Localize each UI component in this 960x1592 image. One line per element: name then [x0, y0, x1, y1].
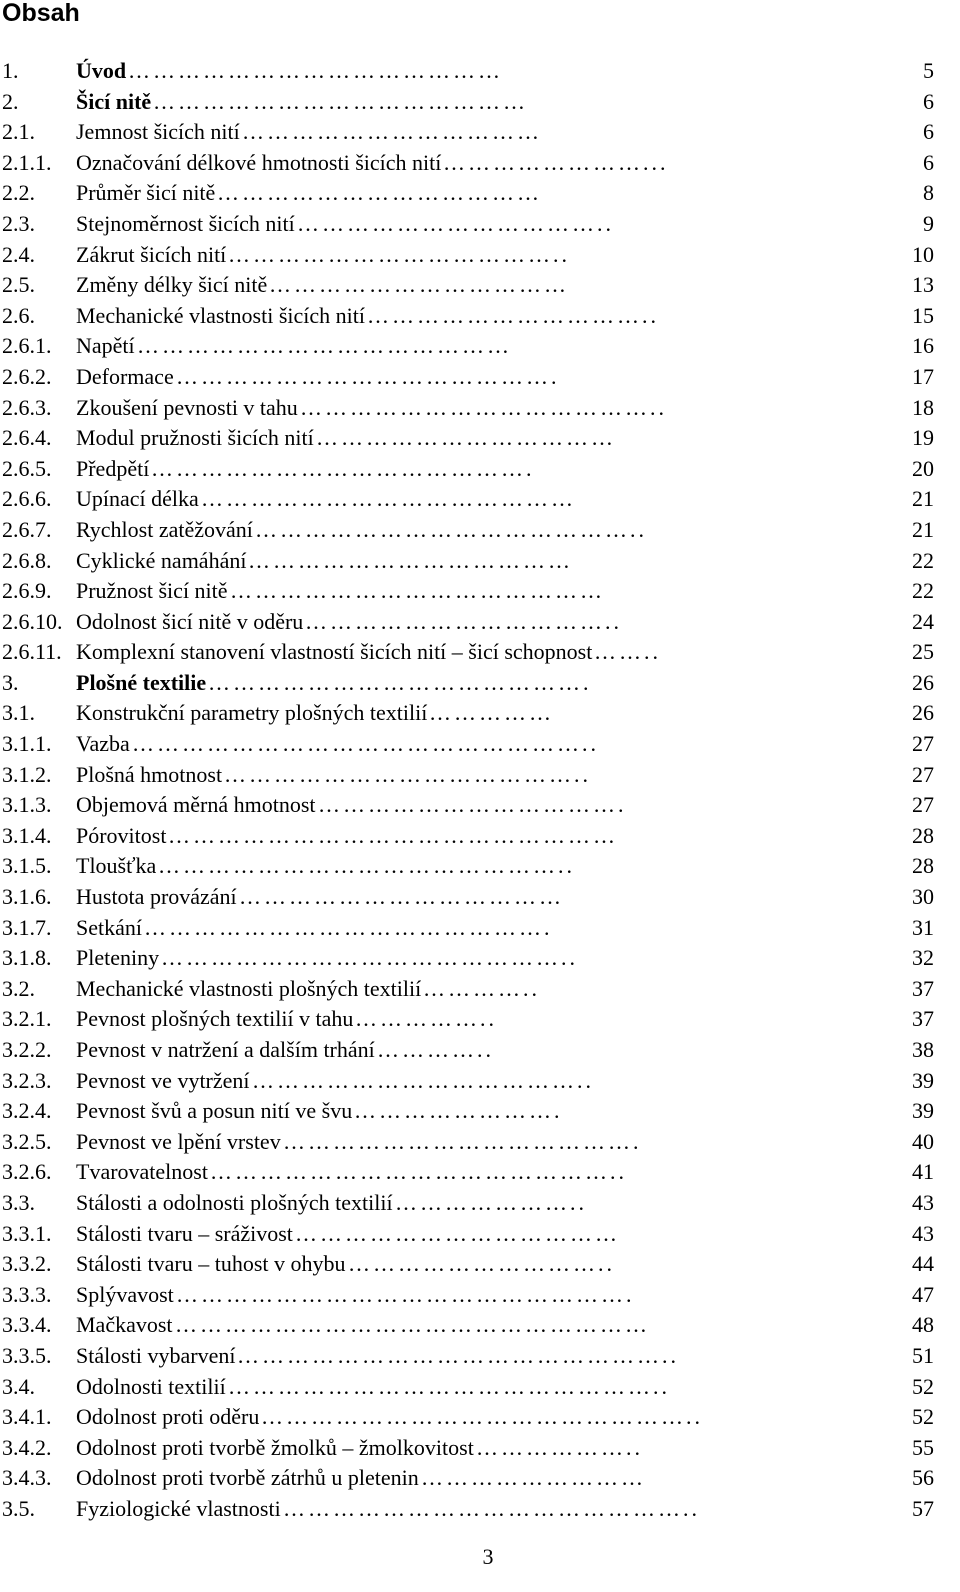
toc-entry-title: Cyklické namáhání: [76, 547, 247, 573]
toc-entry[interactable]: [0, 1433, 960, 1464]
toc-entry-page: 9: [923, 210, 934, 236]
toc-entry-number: 3.1.7.: [2, 914, 52, 940]
toc-entry[interactable]: [0, 1280, 960, 1311]
toc-entry[interactable]: [0, 698, 960, 729]
toc-entry-page: 20: [912, 455, 934, 481]
toc-entry[interactable]: [0, 87, 960, 118]
toc-entry-number: 2.6.9.: [2, 578, 52, 604]
toc-entry[interactable]: [0, 362, 960, 393]
toc-entry-title: Úvod: [76, 58, 127, 83]
toc-entry-number: 3.3.: [2, 1189, 35, 1215]
toc-entry-title: Splývavost: [76, 1281, 174, 1307]
toc-entry-number: 3.1.1.: [2, 731, 52, 757]
toc-entry[interactable]: [0, 1372, 960, 1403]
toc-entry-page: 17: [912, 363, 934, 389]
toc-dot-leader: ………………………………………….: [144, 914, 553, 940]
toc-dot-leader: ………………………: [421, 1465, 646, 1491]
toc-entry-page: 15: [912, 302, 934, 328]
toc-entry-title: Plošné textilie: [76, 669, 207, 695]
toc-entry-title: Deformace: [76, 363, 174, 389]
toc-entry-title: Pleteniny: [76, 945, 160, 971]
toc-dot-leader: ………………………………………: [137, 333, 512, 359]
toc-dot-leader: …………………………………………………: [175, 1312, 650, 1338]
toc-entry-title: Objemová měrná hmotnost: [76, 792, 316, 818]
toc-entry-title: Pórovitost: [76, 822, 167, 848]
toc-entry-number: 3.4.1.: [2, 1404, 52, 1430]
toc-entry-page: 31: [912, 914, 934, 940]
toc-entry-number: 3.: [2, 669, 19, 695]
toc-dot-leader: ……………………………………………….: [176, 1281, 635, 1307]
toc-dot-leader: ……………………………………….: [208, 669, 592, 695]
toc-dot-leader: …………………………………………..: [158, 853, 575, 879]
toc-entry-page: 6: [923, 149, 934, 175]
toc-entry-page: 21: [912, 516, 934, 542]
toc-entry[interactable]: [0, 331, 960, 362]
toc-entry[interactable]: [0, 393, 960, 424]
toc-entry-number: 3.2.6.: [2, 1159, 52, 1185]
toc-entry-number: 3.2.1.: [2, 1006, 52, 1032]
toc-entry[interactable]: [0, 546, 960, 577]
toc-entry-page: 30: [912, 884, 934, 910]
toc-entry-title: Vazba: [76, 731, 130, 757]
toc-entry-title: Modul pružnosti šicích nití: [76, 425, 314, 451]
toc-dot-leader: …………………………………: [248, 547, 573, 573]
toc-entry[interactable]: [0, 668, 960, 699]
toc-entry[interactable]: [0, 790, 960, 821]
toc-dot-leader: ………………………………………: [201, 486, 576, 512]
toc-dot-leader: ……………: [429, 700, 554, 726]
toc-entry-title: Napětí: [76, 333, 135, 359]
toc-entry-number: 2.6.6.: [2, 486, 52, 512]
toc-entry-page: 13: [912, 272, 934, 298]
toc-entry-number: 2.6.1.: [2, 333, 52, 359]
toc-entry-page: 27: [912, 731, 934, 757]
toc-entry[interactable]: [0, 178, 960, 209]
toc-entry-title: Zkoušení pevnosti v tahu: [76, 394, 298, 420]
toc-entry-number: 3.2.3.: [2, 1067, 52, 1093]
toc-entry-page: 55: [912, 1434, 934, 1460]
toc-entry-title: Mechanické vlastnosti plošných textilií: [76, 975, 422, 1001]
toc-entry-page: 39: [912, 1067, 934, 1093]
toc-entry-number: 3.1.: [2, 700, 35, 726]
page-number: 3: [482, 1544, 494, 1569]
toc-dot-leader: ……..: [594, 639, 661, 665]
toc-entry-page: 6: [923, 119, 934, 145]
toc-entry-title: Hustota provázání: [76, 884, 237, 910]
toc-entry-number: 3.1.2.: [2, 761, 52, 787]
toc-entry-number: 3.1.4.: [2, 822, 52, 848]
toc-entry-page: 25: [912, 639, 934, 665]
toc-dot-leader: ……………………...: [443, 149, 669, 175]
toc-entry[interactable]: [0, 729, 960, 760]
toc-entry[interactable]: [0, 117, 960, 148]
toc-entry-page: 48: [912, 1312, 934, 1338]
toc-entry-number: 3.3.2.: [2, 1251, 52, 1277]
toc-entry-title: Odolnost proti tvorbě žmolků – žmolkovitost: [76, 1434, 474, 1460]
toc-entry-title: Mačkavost: [76, 1312, 173, 1338]
toc-entry-page: 18: [912, 394, 934, 420]
toc-dot-leader: ……………………………….: [318, 792, 627, 818]
toc-entry-page: 43: [912, 1189, 934, 1215]
toc-entry[interactable]: [0, 821, 960, 852]
toc-entry-page: 16: [912, 333, 934, 359]
toc-dot-leader: …………..: [423, 975, 540, 1001]
toc-dot-leader: …………………………………..: [228, 241, 570, 267]
toc-entry-page: 47: [912, 1281, 934, 1307]
toc-entry-title: Mechanické vlastnosti šicích nití: [76, 302, 365, 328]
toc-dot-leader: …………………………………: [239, 884, 564, 910]
toc-entry[interactable]: [0, 943, 960, 974]
toc-entry-title: Tloušťka: [76, 853, 157, 879]
toc-dot-leader: …………………………………………..: [283, 1495, 700, 1521]
toc-entry-number: 2.6.8.: [2, 547, 52, 573]
toc-entry[interactable]: [0, 484, 960, 515]
toc-dot-leader: ………………………………………………..: [132, 731, 599, 757]
toc-dot-leader: ……………………………………..: [224, 761, 591, 787]
toc-entry-number: 2.6.2.: [2, 363, 52, 389]
toc-entry[interactable]: [0, 56, 960, 87]
toc-entry-title: Stálosti tvaru – sráživost: [76, 1220, 293, 1246]
toc-entry-page: 56: [912, 1465, 934, 1491]
toc-dot-leader: ………………………………………: [128, 58, 503, 83]
toc-entry-title: Pevnost ve vytržení: [76, 1067, 250, 1093]
toc-dot-leader: ………………………………: [316, 425, 616, 451]
toc-entry-number: 2.: [2, 88, 19, 114]
toc-entry[interactable]: [0, 576, 960, 607]
toc-entry[interactable]: [0, 148, 960, 179]
toc-entry[interactable]: [0, 1035, 960, 1066]
toc-dot-leader: …………………………………………..: [210, 1159, 627, 1185]
toc-entry-title: Stálosti tvaru – tuhost v ohybu: [76, 1251, 346, 1277]
toc-entry[interactable]: [0, 209, 960, 240]
toc-entry[interactable]: [0, 1249, 960, 1280]
toc-entry[interactable]: [0, 1219, 960, 1250]
toc-dot-leader: ……………………………………………..: [228, 1373, 670, 1399]
toc-entry-title: Odolnost proti tvorbě zátrhů u pletenin: [76, 1465, 419, 1491]
toc-entry-number: 2.6.3.: [2, 394, 52, 420]
toc-dot-leader: ………………………………………………: [168, 822, 618, 848]
toc-dot-leader: …………………..: [395, 1189, 587, 1215]
toc-entry-number: 2.1.1.: [2, 149, 52, 175]
toc-dot-leader: …………………………..: [348, 1251, 615, 1277]
toc-entry-page: 39: [912, 1098, 934, 1124]
toc-dot-leader: ………………………………………: [230, 578, 605, 604]
toc-entry-title: Setkání: [76, 914, 142, 940]
toc-entry-page: 22: [912, 547, 934, 573]
toc-dot-leader: ……………………………………………..: [237, 1342, 679, 1368]
toc-entry-page: 24: [912, 608, 934, 634]
toc-entry[interactable]: [0, 515, 960, 546]
toc-entry-title: Stálosti a odolnosti plošných textilií: [76, 1189, 393, 1215]
toc-entry-title: Změny délky šicí nitě: [76, 272, 268, 298]
toc-entry-title: Fyziologické vlastnosti: [76, 1495, 281, 1521]
toc-entry-title: Upínací délka: [76, 486, 199, 512]
toc-entry-page: 10: [912, 241, 934, 267]
toc-entry-title: Stálosti vybarvení: [76, 1342, 236, 1368]
toc-entry-number: 2.3.: [2, 210, 35, 236]
toc-entry-page: 51: [912, 1342, 934, 1368]
toc-entry-title: Předpětí: [76, 455, 150, 481]
toc-entry-title: Odolnosti textilií: [76, 1373, 226, 1399]
toc-entry[interactable]: [0, 301, 960, 332]
toc-dot-leader: …………………………………….: [283, 1128, 642, 1154]
toc-entry[interactable]: [0, 454, 960, 485]
toc-entry[interactable]: [0, 1402, 960, 1433]
toc-entry-page: 6: [923, 88, 934, 114]
toc-entry-number: 2.6.11.: [2, 639, 62, 665]
toc-entry-number: 3.2.2.: [2, 1037, 52, 1062]
toc-entry-number: 3.4.3.: [2, 1465, 52, 1491]
toc-dot-leader: ……………………………………..: [300, 394, 667, 420]
toc-entry[interactable]: [0, 1341, 960, 1372]
toc-entry[interactable]: [0, 1494, 960, 1525]
toc-dot-leader: ………………………………: [269, 272, 569, 298]
toc-entry-number: 1.: [2, 58, 19, 83]
toc-entry-page: 28: [912, 822, 934, 848]
toc-entry-title: Odolnost proti oděru: [76, 1404, 260, 1430]
toc-entry[interactable]: [0, 637, 960, 668]
toc-entry-title: Pevnost plošných textilií v tahu: [76, 1006, 354, 1032]
toc-entry[interactable]: [0, 607, 960, 638]
toc-dot-leader: ………………………………………: [153, 88, 528, 114]
toc-entry-number: 2.6.: [2, 302, 35, 328]
toc-entry-number: 3.1.6.: [2, 884, 52, 910]
toc-dot-leader: ……………..: [355, 1006, 497, 1032]
toc-entry-title: Pevnost ve lpění vrstev: [76, 1128, 281, 1154]
toc-entry-page: 44: [912, 1251, 934, 1277]
toc-entry-page: 32: [912, 945, 934, 971]
toc-entry-number: 3.3.1.: [2, 1220, 52, 1246]
toc-entry[interactable]: [0, 851, 960, 882]
toc-entry[interactable]: [0, 1463, 960, 1494]
toc-entry-page: 26: [912, 669, 934, 695]
table-of-contents: [0, 56, 960, 1525]
toc-entry[interactable]: [0, 760, 960, 791]
toc-entry[interactable]: [0, 1096, 960, 1127]
toc-dot-leader: ……………………………..: [367, 302, 659, 328]
toc-dot-leader: …………………………………: [295, 1220, 620, 1246]
toc-dot-leader: ………………………………………..: [255, 516, 647, 542]
toc-dot-leader: ………………………………..: [297, 210, 614, 236]
toc-entry-number: 3.4.2.: [2, 1434, 52, 1460]
toc-entry-title: Odolnost šicí nitě v oděru: [76, 608, 304, 634]
toc-entry-page: 57: [912, 1495, 934, 1521]
toc-entry-page: 19: [912, 425, 934, 451]
toc-entry-number: 2.6.5.: [2, 455, 52, 481]
toc-entry-title: Tvarovatelnost: [76, 1159, 208, 1185]
toc-entry-page: 40: [912, 1128, 934, 1154]
toc-entry-page: 41: [912, 1159, 934, 1185]
toc-entry[interactable]: [0, 1004, 960, 1035]
toc-entry-number: 3.3.4.: [2, 1312, 52, 1338]
toc-dot-leader: …………………………………: [217, 180, 542, 206]
toc-entry[interactable]: [0, 1310, 960, 1341]
toc-dot-leader: …………………………………………..: [161, 945, 578, 971]
toc-entry-page: 37: [912, 975, 934, 1001]
toc-dot-leader: …………..: [377, 1037, 494, 1062]
toc-entry[interactable]: [0, 913, 960, 944]
toc-entry-number: 2.4.: [2, 241, 35, 267]
toc-entry-page: 27: [912, 761, 934, 787]
toc-dot-leader: ………………………………..: [305, 608, 622, 634]
toc-entry-page: 37: [912, 1006, 934, 1032]
toc-entry-page: 38: [912, 1037, 934, 1062]
toc-entry-page: 21: [912, 486, 934, 512]
toc-entry-page: 5: [923, 58, 934, 83]
toc-entry-number: 3.2.5.: [2, 1128, 52, 1154]
toc-entry-number: 3.3.3.: [2, 1281, 52, 1307]
toc-entry[interactable]: [0, 1157, 960, 1188]
toc-entry-page: 8: [923, 180, 934, 206]
toc-entry[interactable]: [0, 270, 960, 301]
toc-dot-leader: ………………..: [476, 1434, 643, 1460]
toc-entry[interactable]: [0, 1127, 960, 1158]
toc-entry-title: Komplexní stanovení vlastností šicích nití – šicí schopnost: [76, 639, 593, 665]
toc-entry-title: Jemnost šicích nití: [76, 119, 240, 145]
toc-entry-number: 2.6.7.: [2, 516, 52, 542]
toc-entry-number: 2.1.: [2, 119, 35, 145]
toc-entry-number: 3.5.: [2, 1495, 35, 1521]
toc-dot-leader: ……………………………………….: [151, 455, 535, 481]
toc-entry-page: 28: [912, 853, 934, 879]
toc-entry-title: Pružnost šicí nitě: [76, 578, 228, 604]
toc-entry-page: 26: [912, 700, 934, 726]
toc-entry[interactable]: [0, 240, 960, 271]
toc-entry-title: Zákrut šicích nití: [76, 241, 227, 267]
toc-dot-leader: …………………….: [354, 1098, 563, 1124]
toc-entry-page: 52: [912, 1404, 934, 1430]
toc-entry-title: Konstrukční parametry plošných textilií: [76, 700, 428, 726]
toc-entry[interactable]: [0, 1188, 960, 1219]
toc-entry[interactable]: [0, 1066, 960, 1097]
toc-dot-leader: ………………………………: [242, 119, 542, 145]
toc-entry-title: Stejnoměrnost šicích nití: [76, 210, 295, 236]
toc-entry-page: 43: [912, 1220, 934, 1246]
toc-entry-number: 3.2.4.: [2, 1098, 52, 1124]
toc-entry-title: Plošná hmotnost: [76, 761, 223, 787]
toc-dot-leader: …………………………………..: [252, 1067, 594, 1093]
toc-entry-title: Šicí nitě: [76, 88, 152, 114]
toc-entry-title: Pevnost švů a posun nití ve švu: [76, 1098, 353, 1124]
toc-entry-number: 3.1.5.: [2, 853, 52, 879]
toc-dot-leader: ……………………………………………..: [261, 1404, 703, 1430]
toc-entry-number: 3.1.8.: [2, 945, 52, 971]
page-heading: Obsah: [2, 0, 80, 27]
toc-entry-page: 52: [912, 1373, 934, 1399]
toc-entry[interactable]: [0, 882, 960, 913]
toc-entry-number: 3.1.3.: [2, 792, 52, 818]
toc-entry-page: 22: [912, 578, 934, 604]
toc-entry[interactable]: [0, 974, 960, 1005]
toc-entry-number: 2.5.: [2, 272, 35, 298]
toc-entry-number: 2.6.10.: [2, 608, 63, 634]
toc-entry-page: 27: [912, 792, 934, 818]
toc-entry-title: Označování délkové hmotnosti šicích nití: [76, 149, 442, 175]
toc-entry-number: 3.2.: [2, 975, 35, 1001]
toc-entry-number: 3.4.: [2, 1373, 35, 1399]
toc-entry-title: Pevnost v natržení a dalším trhání: [76, 1037, 375, 1062]
toc-entry[interactable]: [0, 423, 960, 454]
toc-entry-number: 2.6.4.: [2, 425, 52, 451]
toc-dot-leader: ……………………………………….: [176, 363, 560, 389]
toc-entry-number: 3.3.5.: [2, 1342, 52, 1368]
toc-entry-number: 2.2.: [2, 180, 35, 206]
toc-entry-title: Průměr šicí nitě: [76, 180, 216, 206]
toc-entry-title: Rychlost zatěžování: [76, 516, 253, 542]
